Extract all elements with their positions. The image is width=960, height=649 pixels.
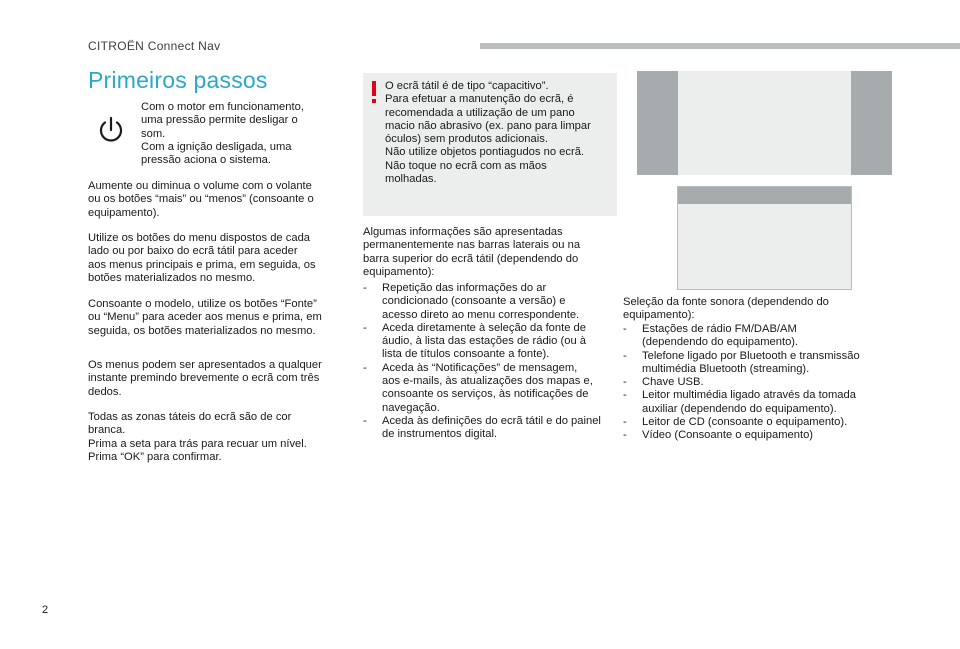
text-line: Prima “OK” para confirmar. <box>88 450 222 463</box>
text-line: botões materializados no mesmo. <box>88 271 256 284</box>
header-rule <box>480 43 960 49</box>
text-line: Não utilize objetos pontiagudos no ecrã. <box>385 146 585 159</box>
list-item <box>363 362 601 415</box>
text-line: Com a ignição desligada, uma <box>141 140 292 153</box>
sidebar-info-list <box>363 282 601 442</box>
list-item-line: Vídeo (Consoante o equipamento) <box>642 429 814 442</box>
text-line: Consoante o modelo, utilize os botões “Fonte” <box>88 298 317 310</box>
audio-source-intro <box>623 296 829 323</box>
list-dash: - <box>623 376 627 389</box>
menu-buttons-paragraph <box>88 232 316 285</box>
page-number: 2 <box>42 604 49 616</box>
list-item-line: Chave USB. <box>642 376 704 389</box>
list-item-line: lista de títulos consoante a fonte). <box>382 348 550 361</box>
list-item <box>623 389 860 416</box>
screen-center-area <box>678 71 851 175</box>
text-line: barra superior do ecrã tátil (dependendo do <box>363 252 579 265</box>
screen-top-bar <box>678 187 851 204</box>
screen-illustration-side-bars <box>637 71 892 175</box>
list-item <box>623 416 860 429</box>
sidebar-info-intro <box>363 226 580 279</box>
list-item-line: Aceda às “Notificações” de mensagem, <box>382 361 578 374</box>
text-line: óculos) sem produtos adicionais. <box>385 133 548 146</box>
text-line: uma pressão permite desligar o <box>141 114 298 127</box>
text-line: Com o motor em funcionamento, <box>141 101 304 113</box>
list-dash: - <box>363 361 367 374</box>
text-line: Prima a seta para trás para recuar um nível. <box>88 437 307 450</box>
text-line: Aumente ou diminua o volume com o volante <box>88 180 312 192</box>
list-dash: - <box>623 389 627 402</box>
screen-right-bar <box>851 71 892 175</box>
list-item <box>623 323 860 350</box>
exclamation-icon <box>371 81 377 103</box>
list-item-line: Telefone ligado por Bluetooth e transmissão <box>642 349 860 362</box>
text-line: seguida, os botões materializados no mesmo. <box>88 324 316 337</box>
screen-left-bar <box>637 71 678 175</box>
text-line: branca. <box>88 424 126 437</box>
list-item-line: (dependendo do equipamento). <box>642 336 799 349</box>
text-line: Todas as zonas táteis do ecrã são de cor <box>88 411 292 423</box>
text-line: molhadas. <box>385 173 437 186</box>
text-line: macio não abrasivo (ex. pano para limpar <box>385 119 591 132</box>
list-item-line: áudio, à lista das estações de rádio (ou à <box>382 335 586 348</box>
text-line: permanentemente nas barras laterais ou na <box>363 239 581 252</box>
list-item-line: auxiliar (dependendo do equipamento). <box>642 402 837 415</box>
list-item <box>363 322 601 362</box>
text-line: Os menus podem ser apresentados a qualquer <box>88 359 322 371</box>
list-item-line: Leitor multimédia ligado através da tomada <box>642 389 856 402</box>
text-line: Utilize os botões do menu dispostos de cada <box>88 232 311 244</box>
touch-zones-paragraph <box>88 411 307 464</box>
list-item <box>623 350 860 377</box>
text-line: dedos. <box>88 385 122 398</box>
text-line: pressão aciona o sistema. <box>141 154 271 167</box>
list-item <box>623 376 860 389</box>
text-line: O ecrã tátil é de tipo “capacitivo”. <box>385 80 549 92</box>
list-item-line: navegação. <box>382 401 440 414</box>
list-dash: - <box>623 429 627 442</box>
text-line: instante premindo brevemente o ecrã com três <box>88 372 320 385</box>
list-item-line: aos e-mails, às atualizações dos mapas e, <box>382 375 593 388</box>
three-finger-paragraph <box>88 359 322 399</box>
text-line: ou “Menu” para aceder aos menus e prima, em <box>88 311 322 324</box>
list-dash: - <box>623 416 627 429</box>
audio-source-list <box>623 323 860 443</box>
list-item-line: condicionado (consoante a versão) e <box>382 295 566 308</box>
text-line: Algumas informações são apresentadas <box>363 226 563 238</box>
list-item-line: multimédia Bluetooth (streaming). <box>642 362 810 375</box>
list-item <box>363 282 601 322</box>
screen-illustration-top-bar <box>677 186 852 290</box>
list-item-line: Aceda diretamente à seleção da fonte de <box>382 321 587 334</box>
list-item <box>623 429 860 442</box>
power-button-description <box>141 101 304 167</box>
text-line: lado ou por baixo do ecrã tátil para aceder <box>88 245 298 258</box>
text-line: equipamento): <box>363 265 435 278</box>
text-line: Não toque no ecrã com as mãos <box>385 159 547 172</box>
warning-text <box>385 80 591 186</box>
list-item-line: Leitor de CD (consoante o equipamento). <box>642 416 848 429</box>
list-item-line: Aceda às definições do ecrã tátil e do painel <box>382 414 601 427</box>
text-line: aos menus principais e prima, em seguida, os <box>88 258 316 271</box>
list-item-line: acesso direto ao menu correspondente. <box>382 308 580 321</box>
list-dash: - <box>623 323 627 335</box>
list-item-line: Repetição das informações do ar <box>382 282 547 294</box>
text-line: equipamento): <box>623 309 695 322</box>
list-item <box>363 415 601 442</box>
power-icon <box>95 113 127 145</box>
text-line: ou os botões “mais” ou “menos” (consoante o <box>88 193 314 206</box>
list-item-line: Estações de rádio FM/DAB/AM <box>642 323 797 335</box>
text-line: equipamento). <box>88 206 160 219</box>
page-title: Primeiros passos <box>88 67 268 93</box>
text-line: Para efetuar a manutenção do ecrã, é <box>385 93 574 106</box>
list-dash: - <box>623 349 627 362</box>
volume-paragraph <box>88 180 314 220</box>
text-line: recomendada a utilização de um pano <box>385 106 575 119</box>
running-header: CITROËN Connect Nav <box>88 39 221 53</box>
list-item-line: consoante os serviços, às notificações de <box>382 388 589 401</box>
source-menu-paragraph <box>88 298 322 338</box>
list-dash: - <box>363 414 367 427</box>
text-line: Seleção da fonte sonora (dependendo do <box>623 296 829 308</box>
text-line: som. <box>141 127 166 140</box>
list-dash: - <box>363 321 367 334</box>
list-dash: - <box>363 282 367 294</box>
list-item-line: de instrumentos digital. <box>382 428 498 441</box>
